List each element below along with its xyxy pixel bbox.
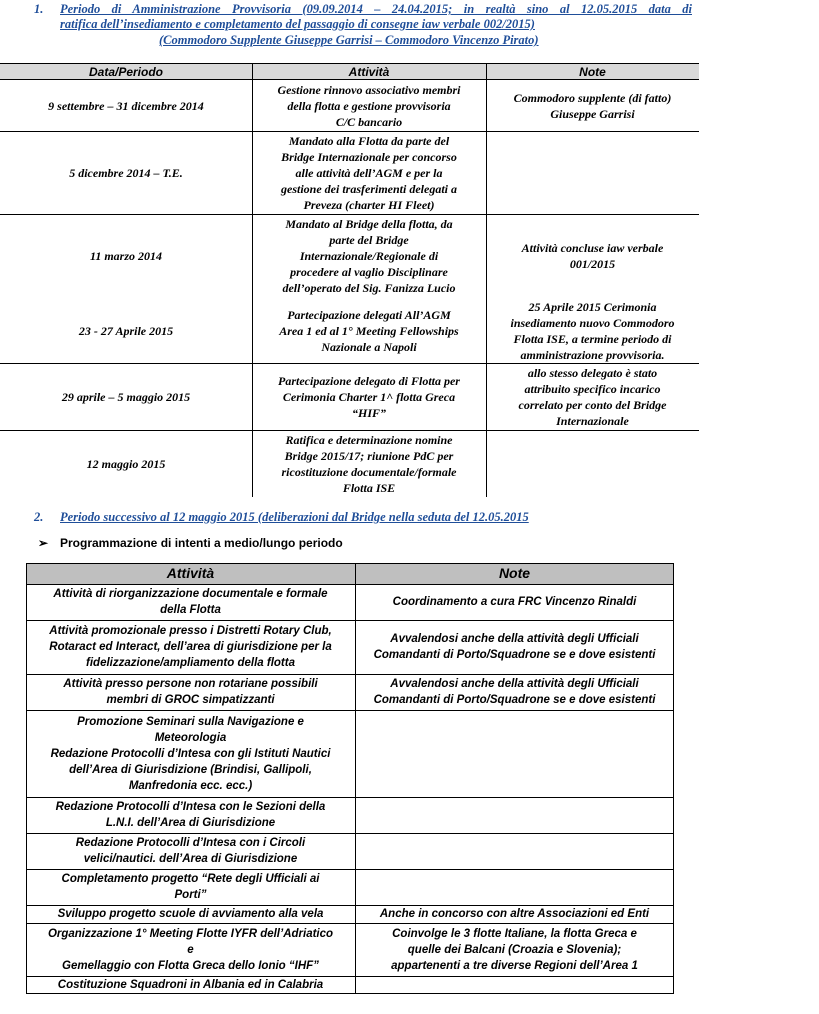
table2-row6-activity: Redazione Protocolli d’Intesa con i Circoli velici/nautici. dell’Area di Giurisdizione (75, 837, 306, 865)
table2-border (26, 797, 674, 798)
table2-border (26, 993, 674, 994)
table1-row3-date: 11 marzo 2014 (89, 249, 162, 263)
table1-header-activity: Attività (252, 63, 486, 80)
arrow-bullet-icon: ➢ (38, 536, 49, 550)
table2-row4-activity: Promozione Seminari sulla Navigazione e Meteorologia Redazione Protocolli d’Intesa con gli Istituti Nautici dell’Area di Giurisdizione (Brindisi, Gallipoli, Manfredonia ecc. ecc.) (50, 715, 331, 792)
section-1-title-line-1: Periodo di Amministrazione Provvisoria (09.09.2014 – 24.04.2015; in realtà sino al 12.05.2015 data di (60, 2, 692, 16)
table2-row7-note (355, 869, 674, 905)
table2-border (673, 563, 674, 994)
table2-border (26, 923, 674, 924)
table2-border (26, 584, 674, 585)
section-1-heading (0, 2, 819, 50)
administration-table (0, 63, 699, 497)
table1-divider (0, 363, 699, 364)
table2-border (26, 563, 27, 994)
section-1-subtitle: (Commodoro Supplente Giuseppe Garrisi – Commodoro Vincenzo Pirato) (159, 33, 539, 47)
table2-border (26, 563, 674, 564)
table1-header-date: Data/Periodo (0, 63, 252, 80)
bullet-text: Programmazione di intenti a medio/lungo periodo (60, 536, 343, 550)
table2-border (26, 674, 674, 675)
table1-row1-date: 9 settembre – 31 dicembre 2014 (48, 98, 204, 113)
table2-row8-activity: Sviluppo progetto scuole di avviamento alla vela (57, 908, 324, 920)
table1-row1-note: Commodoro supplente (di fatto) Giuseppe Garrisi (513, 90, 672, 121)
table2-border (26, 620, 674, 621)
section-1-title-line-2: ratifica dell’insediamento e completamento del passaggio di consegne iaw verbale 002/2015) (60, 17, 535, 31)
table2-row8-note: Anche in concorso con altre Associazioni ed Enti (379, 908, 650, 920)
table1-row4-date: 23 - 27 Aprile 2015 (78, 323, 174, 338)
table1-row3-activity: Mandato al Bridge della flotta, da parte del Bridge Internazionale/Regionale di procedere al vaglio Disciplinare dell’operato del Sig. Fanizza Lucio (282, 217, 456, 295)
table1-divider (0, 214, 699, 215)
table1-row2-date: 5 dicembre 2014 – T.E. (69, 165, 183, 180)
table1-divider (0, 430, 699, 431)
table1-row5-note: allo stesso delegato è stato attribuito specifico incarico correlato per conto del Bridge Internazionale (518, 365, 667, 428)
table1-divider (486, 63, 487, 497)
table1-row6-activity: Ratifica e determinazione nomine Bridge 2015/17; riunione PdC per ricostituzione documentale/formale Flotta ISE (281, 432, 457, 495)
table1-row2-note (486, 131, 699, 214)
table1-row3-note: Attività concluse iaw verbale 001/2015 (521, 241, 664, 271)
section-2-heading (0, 510, 819, 526)
table2-border (26, 869, 674, 870)
table1-row2-activity: Mandato alla Flotta da parte del Bridge Internazionale per concorso alle attività dell’AGM e per la gestione dei trasferimenti delegati a Preveza (charter HI Fleet) (281, 133, 457, 212)
table1-divider (0, 131, 699, 132)
table2-header-notes: Note (355, 563, 674, 584)
table2-border (26, 710, 674, 711)
table2-row7-activity: Completamento progetto “Rete degli Ufficiali ai Porti” (61, 873, 320, 901)
table2-border (26, 905, 674, 906)
table1-row5-date: 29 aprile – 5 maggio 2015 (61, 389, 191, 404)
table1-header-notes: Note (486, 63, 699, 80)
table2-row2-note: Avvalendosi anche della attività degli Ufficiali Comandanti di Porto/Squadrone se e dove esistenti (373, 633, 656, 661)
table2-row2-activity: Attività promozionale presso i Distretti Rotary Club, Rotaract ed Interact, dell’area di giurisdizione per la fidelizzazione/ampliamento della flotta (49, 625, 332, 669)
table2-row10-activity: Costituzione Squadroni in Albania ed in Calabria (57, 979, 324, 991)
table2-row10-note (355, 976, 674, 994)
table1-row4-note: 25 Aprile 2015 Cerimonia insediamento nuovo Commodoro Flotta ISE, a termine periodo di amministrazione provvisoria. (510, 299, 675, 362)
table1-row6-note (486, 430, 699, 497)
table2-row9-note: Coinvolge le 3 flotte Italiane, la flotta Greca e quelle dei Balcani (Croazia e Slovenia); appartenenti a tre diverse Regioni dell’Area 1 (391, 927, 638, 972)
table1-row5-activity: Partecipazione delegato di Flotta per Cerimonia Charter 1^ flotta Greca “HIF” (278, 373, 460, 420)
table1-row1-activity: Gestione rinnovo associativo membri della flotta e gestione provvisoria C/C bancario (277, 82, 461, 129)
table2-row1-activity: Attività di riorganizzazione documentale e formale della Flotta (53, 588, 328, 616)
table1-row6-date: 12 maggio 2015 (86, 456, 166, 471)
table1-divider (252, 63, 253, 497)
section-2-title: Periodo successivo al 12 maggio 2015 (deliberazioni dal Bridge nella seduta del 12.05.2015 (60, 510, 529, 524)
programming-table (26, 563, 674, 994)
table2-row5-activity: Redazione Protocolli d’Intesa con le Sezioni della L.N.I. dell’Area di Giurisdizione (55, 801, 326, 829)
table2-row6-note (355, 833, 674, 869)
table2-border (355, 563, 356, 994)
table2-row3-activity: Attività presso persone non rotariane possibili membri di GROC simpatizzanti (63, 678, 318, 706)
table2-border (26, 833, 674, 834)
table1-row4-activity: Partecipazione delegati All’AGM Area 1 ed al 1° Meeting Fellowships Nazionale a Napoli (279, 307, 459, 354)
table2-row9-activity: Organizzazione 1° Meeting Flotte IYFR dell’Adriatico e Gemellaggio con Flotta Greca dello Ionio “IHF” (47, 927, 334, 972)
table2-row5-note (355, 797, 674, 833)
table2-header-activity: Attività (26, 563, 355, 584)
table2-row3-note: Avvalendosi anche della attività degli Ufficiali Comandanti di Porto/Squadrone se e dove esistenti (373, 678, 656, 706)
section-2-number: 2. (34, 510, 44, 524)
table2-row4-note (355, 710, 674, 797)
table2-border (26, 976, 674, 977)
table2-row1-note: Coordinamento a cura FRC Vincenzo Rinaldi (392, 596, 637, 608)
section-1-number: 1. (34, 2, 44, 16)
